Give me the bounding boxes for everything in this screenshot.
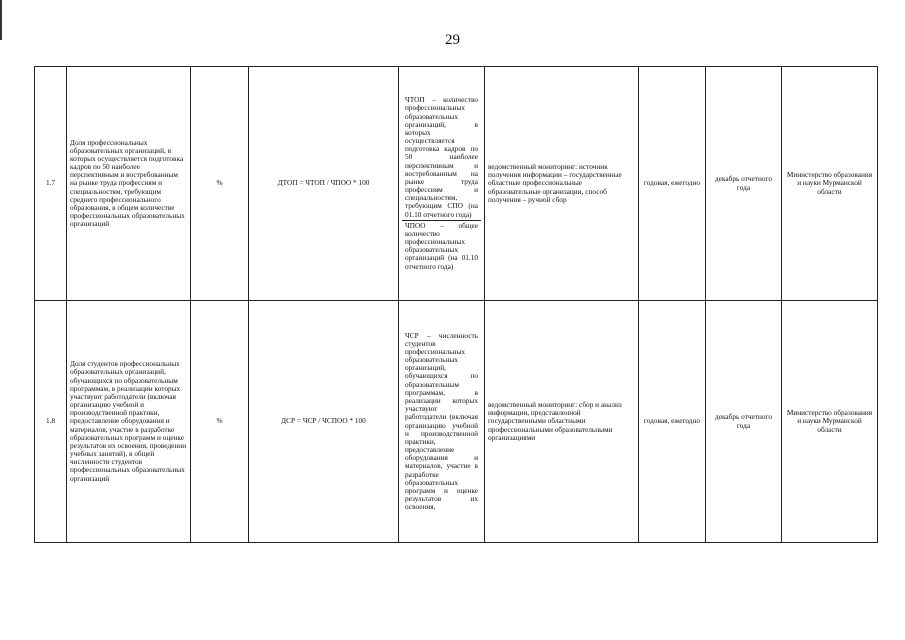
row-number: 1.7: [35, 67, 67, 301]
indicators-table: [34, 66, 878, 543]
responsible-body: Министерство образования и науки Мурманской области: [782, 301, 878, 543]
variable-definition: ЧПОО – общее количество профессиональных образовательных организаций (на 01.10 отчетного года): [402, 220, 481, 272]
unit-of-measure: %: [191, 67, 249, 301]
deadline: декабрь отчетного года: [706, 67, 782, 301]
variables-cell: [399, 67, 485, 301]
variables-cell: [399, 301, 485, 543]
periodicity: годовая, ежегодно: [639, 301, 706, 543]
indicator-name: Доля профессиональных образовательных организаций, в которых осуществляется подготовка кадров по 50 наиболее перспективным и востребованным на рынке труда профессиям и специальностям, требующим среднего профессионального образования, в общем количестве профессиональных образовательных организаций: [67, 67, 191, 301]
variable-definition: ЧТОП – количество профессиональных образовательных организаций, в которых осуществляется подготовка кадров по 50 наиболее перспективным и востребованным на рынке труда профессиям и специальностям, требующим СПО (на 01.10 отчетного года): [405, 95, 478, 219]
table-row: [35, 67, 878, 301]
calculation-formula: ДСР = ЧСР / ЧСПОО * 100: [249, 301, 399, 543]
responsible-body: Министерство образования и науки Мурманской области: [782, 67, 878, 301]
calculation-formula: ДТОП = ЧТОП / ЧПОО * 100: [249, 67, 399, 301]
data-source: ведомственный мониторинг: источник получения информации – государственные областные профессиональные образовательные организации, способ получения – ручной сбор: [485, 67, 639, 301]
periodicity: годовая, ежегодно: [639, 67, 706, 301]
unit-of-measure: %: [191, 301, 249, 543]
page-number: 29: [445, 32, 460, 48]
table-row: [35, 301, 878, 543]
variable-definition: ЧСР – численность студентов профессиональных образовательных организаций, обучающихся по образовательным программам, в реализации которых участвуют работодатели (включая организацию учебной и производственной практики, предоставление оборудования и материалов, участие в разработке образовательных программ и оценке результатов их освоения,: [405, 330, 478, 512]
indicator-name: Доля студентов профессиональных образовательных организаций, обучающихся по образовательным программам, в реализации которых участвуют работодатели (включая организацию учебной и производственной практики, предоставление оборудования и материалов, участие в разработке образовательных программ и оценке результатов их освоения, проведении учебных занятий), в общей численности студентов профессиональных образовательных организаций: [67, 301, 191, 543]
deadline: декабрь отчетного года: [706, 301, 782, 543]
row-number: 1.8: [35, 301, 67, 543]
data-source: ведомственный мониторинг: сбор и анализ информации, представленной государственными областными профессиональными образовательными организациями: [485, 301, 639, 543]
